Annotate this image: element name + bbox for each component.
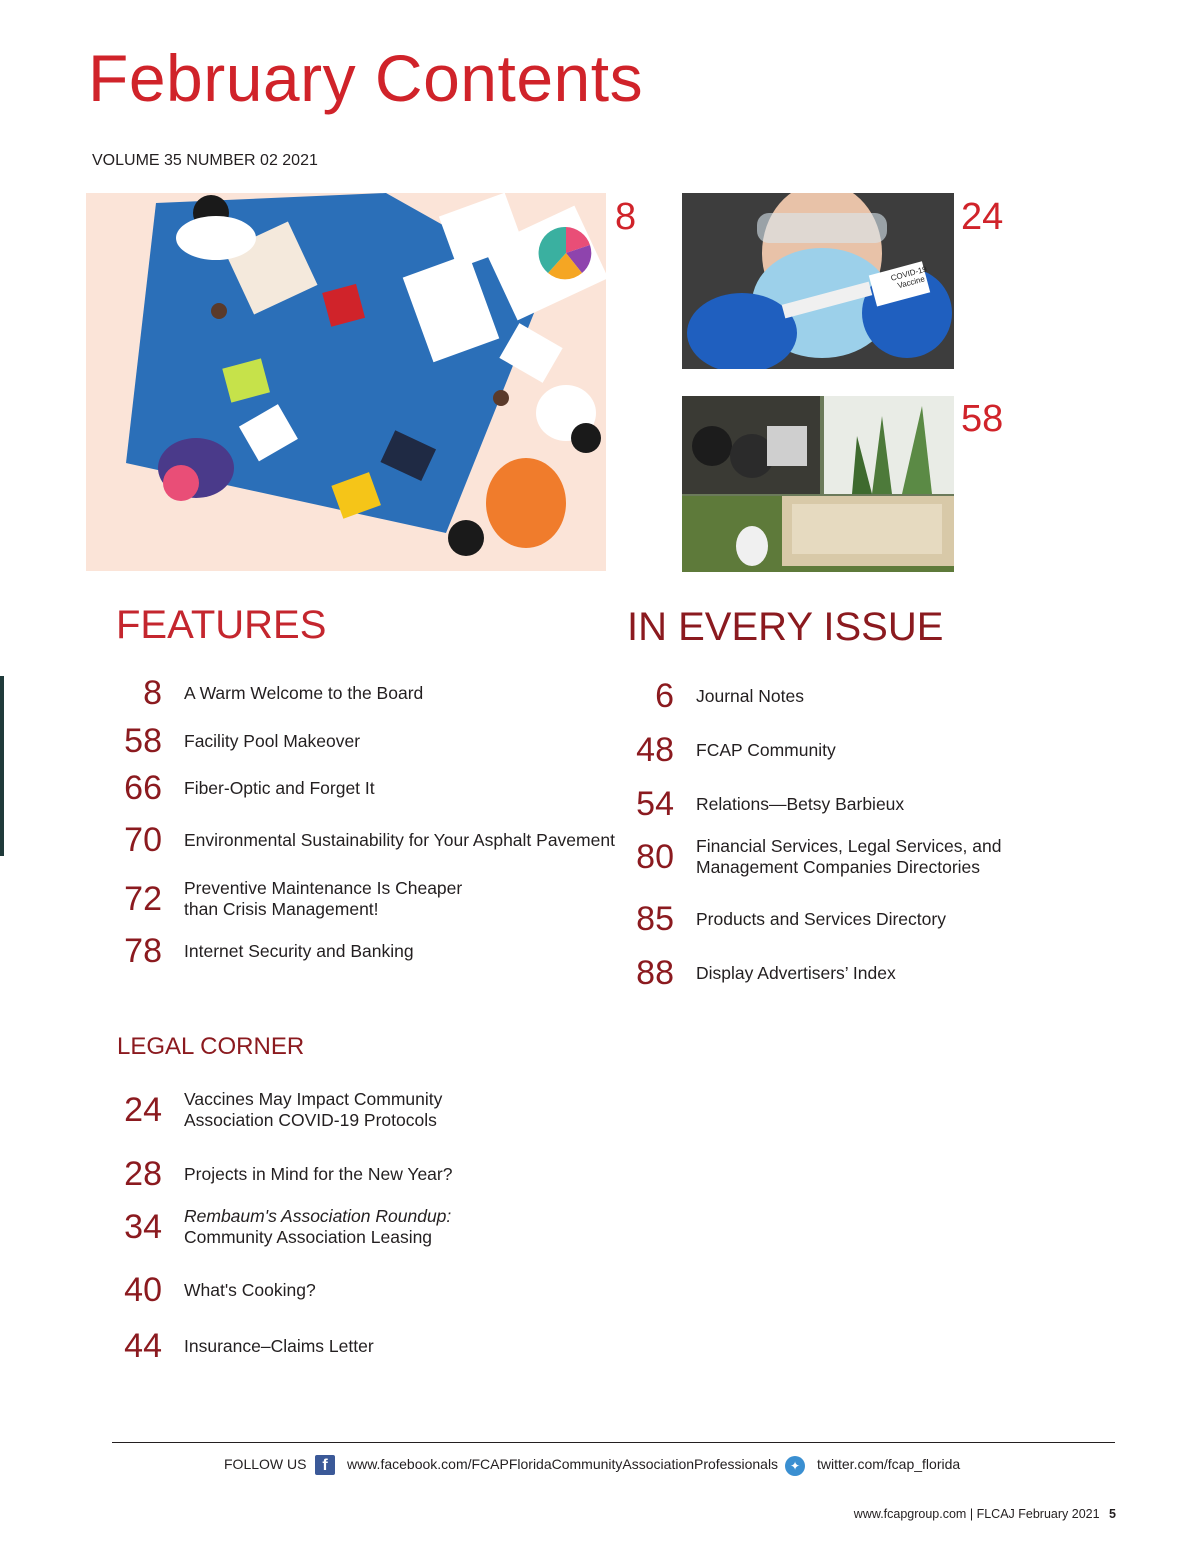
page-number-footer: 5	[1109, 1507, 1116, 1521]
article-title-line1: Vaccines May Impact Community	[184, 1089, 443, 1109]
page-number: 85	[636, 900, 674, 938]
page-number: 34	[124, 1207, 162, 1246]
page-number: 8	[143, 674, 162, 712]
page-number: 88	[636, 954, 674, 992]
article-title	[696, 836, 1001, 878]
page-number: 44	[124, 1327, 162, 1365]
page-footer	[854, 1507, 1116, 1521]
article-title-line2: Community Association Leasing	[184, 1227, 433, 1247]
vaccine-image-page-number: 24	[961, 196, 1004, 238]
article-title	[184, 878, 462, 920]
page-number: 58	[124, 722, 162, 760]
meeting-illustration	[86, 193, 606, 571]
journal-issue: FLCAJ February 2021	[976, 1507, 1100, 1521]
page-number: 80	[636, 837, 674, 876]
article-title-line1: Preventive Maintenance Is Cheaper	[184, 878, 463, 898]
article-title-line1: Financial Services, Legal Services, and	[696, 836, 1002, 856]
every-issue-item[interactable]	[610, 677, 804, 716]
article-title-line2: Association COVID-19 Protocols	[184, 1110, 437, 1130]
article-title	[184, 1206, 451, 1248]
article-title: A Warm Welcome to the Board	[184, 683, 424, 703]
facebook-link[interactable]: www.facebook.com/FCAPFloridaCommunityAssociationProfessionals	[347, 1456, 779, 1472]
features-heading: FEATURES	[116, 603, 327, 647]
article-title: Products and Services Directory	[696, 909, 946, 929]
every-issue-item[interactable]	[610, 836, 1001, 878]
meeting-illustration-art	[86, 193, 606, 571]
page-number: 72	[124, 879, 162, 918]
vaccine-label: COVID-19 Vaccine	[889, 264, 928, 291]
article-title: What's Cooking?	[184, 1280, 316, 1300]
features-item[interactable]	[98, 674, 423, 713]
legal-item[interactable]	[98, 1089, 442, 1131]
article-title-line1: Rembaum's Association Roundup:	[184, 1206, 452, 1226]
every-issue-item[interactable]	[610, 785, 904, 824]
page-number: 28	[124, 1155, 162, 1193]
vaccine-photo	[682, 193, 954, 369]
site-url[interactable]: www.fcapgroup.com	[853, 1507, 967, 1521]
twitter-link[interactable]: twitter.com/fcap_florida	[817, 1456, 961, 1472]
page-number: 40	[124, 1271, 162, 1309]
page-number: 48	[636, 731, 674, 769]
article-title: Projects in Mind for the New Year?	[184, 1164, 453, 1184]
twitter-icon[interactable]: ✦	[785, 1456, 805, 1476]
article-title: Insurance–Claims Letter	[184, 1336, 374, 1356]
article-title-line2: than Crisis Management!	[184, 899, 379, 919]
article-title: Facility Pool Makeover	[184, 731, 361, 751]
legal-item[interactable]	[98, 1155, 452, 1194]
every-issue-heading: IN EVERY ISSUE	[627, 605, 944, 649]
article-title: Display Advertisers’ Index	[696, 963, 896, 983]
article-title: Fiber-Optic and Forget It	[184, 778, 375, 798]
page-number: 70	[124, 821, 162, 859]
page-number: 78	[124, 932, 162, 970]
footer-separator: |	[969, 1507, 977, 1521]
follow-us-label: FOLLOW US	[224, 1456, 307, 1472]
features-item[interactable]	[98, 722, 360, 761]
features-item[interactable]	[98, 821, 615, 860]
pool-equipment-art	[682, 396, 954, 572]
volume-line: VOLUME 35 NUMBER 02 2021	[92, 152, 318, 169]
legal-item[interactable]	[98, 1271, 316, 1310]
left-edge-bar	[0, 676, 4, 856]
article-title: Journal Notes	[696, 686, 804, 706]
main-image-page-number: 8	[615, 196, 637, 238]
page-number: 24	[124, 1090, 162, 1129]
pool-image-page-number: 58	[961, 398, 1004, 440]
article-title: Relations—Betsy Barbieux	[696, 794, 905, 814]
footer-divider	[112, 1442, 1115, 1443]
article-title	[184, 1089, 442, 1131]
article-title: FCAP Community	[696, 740, 836, 760]
legal-item[interactable]	[98, 1327, 374, 1366]
every-issue-item[interactable]	[610, 900, 946, 939]
features-item[interactable]	[98, 769, 375, 808]
every-issue-item[interactable]	[610, 954, 896, 993]
article-title: Environmental Sustainability for Your Asphalt Pavement	[184, 830, 615, 850]
page-title: February Contents	[88, 41, 644, 115]
facebook-icon[interactable]: f	[315, 1455, 335, 1475]
every-issue-item[interactable]	[610, 731, 836, 770]
legal-item[interactable]	[98, 1206, 451, 1248]
page-number: 6	[655, 677, 674, 715]
article-title: Internet Security and Banking	[184, 941, 414, 961]
article-title-line2: Management Companies Directories	[696, 857, 981, 877]
pool-equipment-photo	[682, 396, 954, 572]
legal-corner-heading: LEGAL CORNER	[117, 1033, 305, 1060]
features-item[interactable]	[98, 878, 462, 920]
page-number: 54	[636, 785, 674, 823]
features-item[interactable]	[98, 932, 414, 971]
page-number: 66	[124, 769, 162, 807]
